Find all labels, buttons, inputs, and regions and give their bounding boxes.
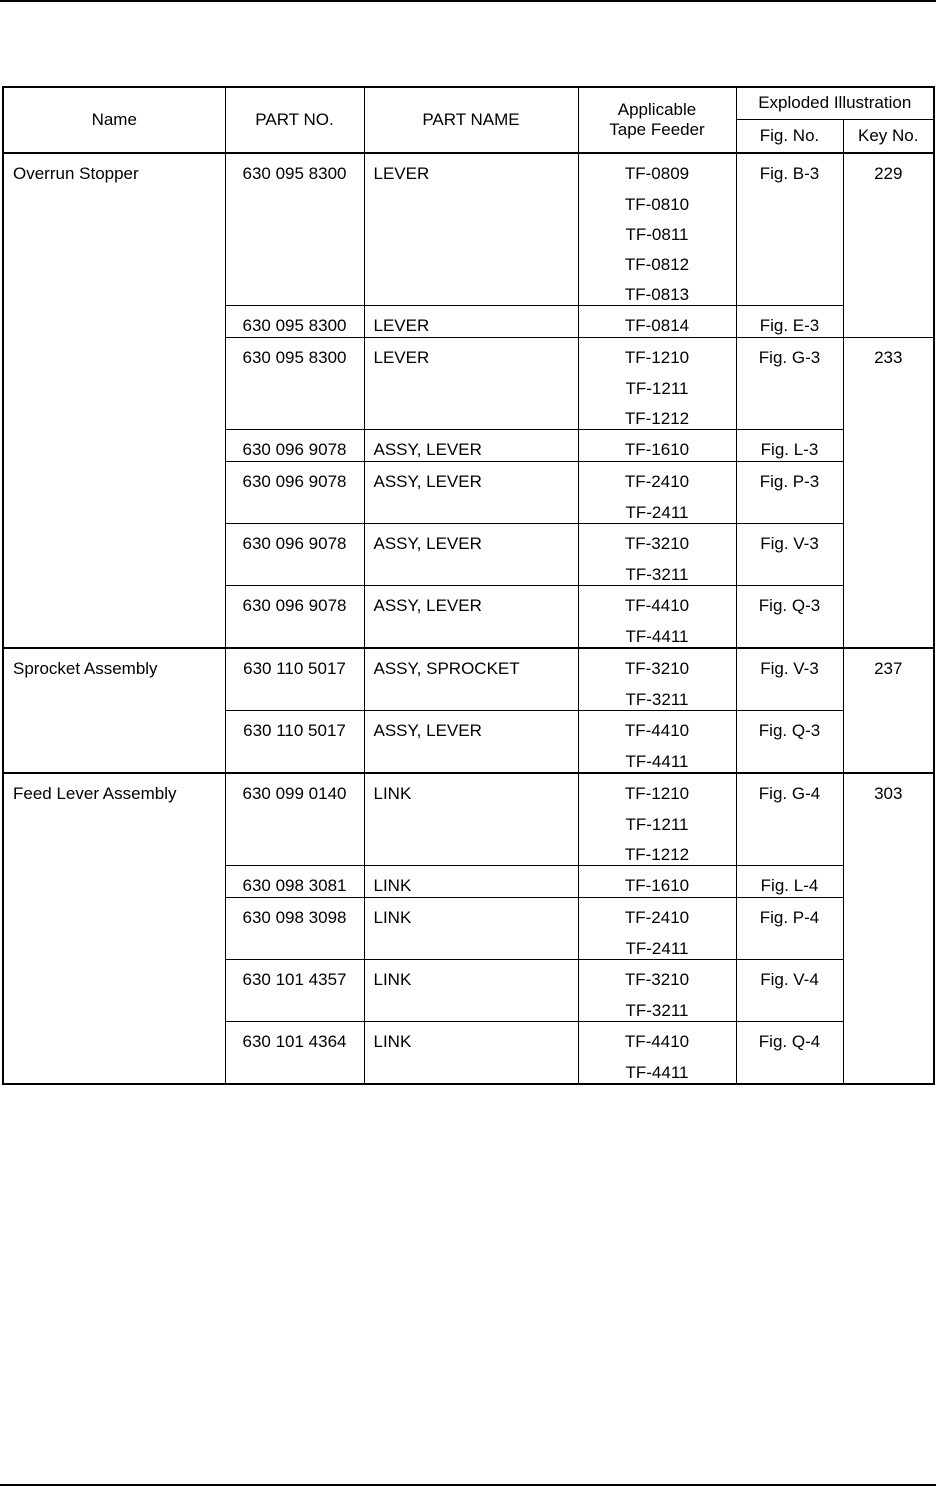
tape-feeder: TF-1610 [624, 876, 690, 895]
group-name-text: Sprocket Assembly [13, 659, 158, 678]
part-no: 630 096 9078 [242, 472, 347, 491]
part-name-cell [364, 586, 578, 649]
tape-feeder: TF-4410 [624, 721, 690, 740]
tape-feeder: TF-1212 [624, 409, 690, 428]
feeder-cell [578, 153, 736, 306]
feeder-cell [578, 648, 736, 711]
group-name [3, 153, 225, 648]
fig-no-cell [736, 711, 843, 774]
part-no-cell [225, 153, 364, 306]
tape-feeder: TF-0809 [624, 164, 690, 183]
part-no: 630 095 8300 [242, 316, 347, 335]
part-name-cell [364, 462, 578, 524]
key-no-cell [843, 773, 934, 1084]
applicable-line-1: Applicable [617, 100, 697, 119]
part-name-cell [364, 430, 578, 462]
table-row [3, 773, 934, 866]
part-no-cell [225, 306, 364, 338]
part-no: 630 098 3098 [242, 908, 347, 927]
key-no-cell [843, 338, 934, 649]
part-no: 630 101 4364 [242, 1032, 347, 1051]
part-no-cell [225, 1022, 364, 1085]
tape-feeder: TF-3211 [625, 690, 689, 709]
part-name: LINK [373, 1032, 412, 1051]
fig-no: Fig. V-3 [760, 534, 819, 553]
tape-feeder: TF-0814 [624, 316, 690, 335]
fig-no: Fig. Q-3 [758, 721, 821, 740]
col-header-part-name: PART NAME [364, 87, 578, 153]
feeder-cell [578, 711, 736, 774]
key-no: 237 [874, 659, 903, 678]
fig-no: Fig. V-3 [760, 659, 819, 678]
fig-no-cell [736, 866, 843, 898]
tape-feeder: TF-0810 [624, 195, 690, 214]
part-no-cell [225, 960, 364, 1022]
part-no-cell [225, 648, 364, 711]
feeder-cell [578, 306, 736, 338]
tape-feeder: TF-0813 [624, 285, 690, 304]
fig-no-cell [736, 586, 843, 649]
fig-no-cell [736, 306, 843, 338]
bottom-rule [0, 1484, 936, 1486]
fig-no-cell [736, 1022, 843, 1085]
fig-no: Fig. G-4 [758, 784, 821, 803]
feeder-cell [578, 773, 736, 866]
feeder-cell [578, 462, 736, 524]
key-no: 233 [874, 348, 903, 367]
tape-feeder: TF-2410 [624, 908, 690, 927]
tape-feeder: TF-3210 [624, 970, 690, 989]
tape-feeder: TF-4410 [624, 1032, 690, 1051]
col-header-applicable [578, 87, 736, 153]
group-name-text: Feed Lever Assembly [13, 784, 177, 803]
part-no: 630 096 9078 [242, 440, 347, 459]
part-name: ASSY, LEVER [373, 440, 482, 459]
tape-feeder: TF-1210 [624, 784, 690, 803]
part-no-cell [225, 898, 364, 960]
group-name [3, 773, 225, 1084]
fig-no: Fig. G-3 [758, 348, 821, 367]
part-no-cell [225, 338, 364, 430]
part-name-cell [364, 524, 578, 586]
feeder-cell [578, 430, 736, 462]
fig-no-cell [736, 524, 843, 586]
table-row [3, 153, 934, 306]
tape-feeder: TF-4410 [624, 596, 690, 615]
fig-no: Fig. Q-4 [758, 1032, 821, 1051]
part-no: 630 096 9078 [242, 596, 347, 615]
part-name: LINK [373, 908, 412, 927]
fig-no-cell [736, 773, 843, 866]
fig-no: Fig. P-4 [759, 908, 820, 927]
part-name: ASSY, LEVER [373, 534, 482, 553]
part-no: 630 110 5017 [243, 659, 346, 678]
part-name: ASSY, LEVER [373, 472, 482, 491]
fig-no-cell [736, 648, 843, 711]
part-name-cell [364, 306, 578, 338]
tape-feeder: TF-0811 [625, 225, 689, 244]
fig-no: Fig. V-4 [760, 970, 819, 989]
parts-table [2, 86, 935, 1085]
tape-feeder: TF-4411 [625, 752, 689, 771]
part-name: ASSY, SPROCKET [373, 659, 520, 678]
feeder-cell [578, 524, 736, 586]
part-no: 630 098 3081 [242, 876, 347, 895]
fig-no-cell [736, 960, 843, 1022]
tape-feeder: TF-2411 [625, 503, 689, 522]
part-no: 630 096 9078 [242, 534, 347, 553]
part-name: LEVER [373, 164, 430, 183]
part-no-cell [225, 430, 364, 462]
part-no-cell [225, 773, 364, 866]
tape-feeder: TF-0812 [624, 255, 690, 274]
group-name [3, 648, 225, 773]
key-no-cell [843, 153, 934, 338]
part-name: LINK [373, 970, 412, 989]
col-header-exploded: Exploded Illustration [736, 87, 934, 119]
tape-feeder: TF-1610 [624, 440, 690, 459]
col-header-fig-no: Fig. No. [736, 119, 843, 153]
tape-feeder: TF-1210 [624, 348, 690, 367]
top-rule [0, 0, 936, 2]
part-name-cell [364, 773, 578, 866]
tape-feeder: TF-4411 [625, 1063, 689, 1082]
feeder-cell [578, 960, 736, 1022]
fig-no: Fig. E-3 [759, 316, 820, 335]
fig-no: Fig. Q-3 [758, 596, 821, 615]
tape-feeder: TF-1212 [624, 845, 690, 864]
part-name: LEVER [373, 348, 430, 367]
tape-feeder: TF-3210 [624, 659, 690, 678]
tape-feeder: TF-2411 [625, 939, 689, 958]
part-no-cell [225, 866, 364, 898]
fig-no: Fig. P-3 [759, 472, 820, 491]
fig-no: Fig. B-3 [759, 164, 820, 183]
part-name: ASSY, LEVER [373, 596, 482, 615]
col-header-part-no: PART NO. [225, 87, 364, 153]
feeder-cell [578, 586, 736, 649]
part-no-cell [225, 462, 364, 524]
part-name-cell [364, 153, 578, 306]
key-no: 303 [874, 784, 903, 803]
key-no-cell [843, 648, 934, 773]
fig-no: Fig. L-4 [760, 876, 819, 895]
fig-no: Fig. L-3 [760, 440, 819, 459]
tape-feeder: TF-1211 [625, 815, 689, 834]
tape-feeder: TF-3211 [625, 1001, 689, 1020]
part-no: 630 099 0140 [242, 784, 347, 803]
part-no: 630 101 4357 [242, 970, 347, 989]
tape-feeder: TF-1211 [625, 379, 689, 398]
parts-table-body [3, 153, 934, 1084]
fig-no-cell [736, 898, 843, 960]
tape-feeder: TF-2410 [624, 472, 690, 491]
part-no: 630 095 8300 [242, 164, 347, 183]
tape-feeder: TF-4411 [625, 627, 689, 646]
part-no-cell [225, 711, 364, 774]
fig-no-cell [736, 338, 843, 430]
part-no-cell [225, 586, 364, 649]
part-no-cell [225, 524, 364, 586]
feeder-cell [578, 898, 736, 960]
part-name-cell [364, 711, 578, 774]
part-name-cell [364, 1022, 578, 1085]
part-name-cell [364, 898, 578, 960]
part-name: LINK [373, 784, 412, 803]
table-row [3, 648, 934, 711]
fig-no-cell [736, 430, 843, 462]
part-name: LINK [373, 876, 412, 895]
part-name: LEVER [373, 316, 430, 335]
col-header-key-no: Key No. [843, 119, 934, 153]
feeder-cell [578, 1022, 736, 1085]
part-name-cell [364, 960, 578, 1022]
part-no: 630 095 8300 [242, 348, 347, 367]
part-no: 630 110 5017 [243, 721, 346, 740]
part-name-cell [364, 338, 578, 430]
group-name-text: Overrun Stopper [13, 164, 139, 183]
fig-no-cell [736, 462, 843, 524]
tape-feeder: TF-3210 [624, 534, 690, 553]
feeder-cell [578, 866, 736, 898]
part-name: ASSY, LEVER [373, 721, 482, 740]
part-name-cell [364, 866, 578, 898]
part-name-cell [364, 648, 578, 711]
fig-no-cell [736, 153, 843, 306]
tape-feeder: TF-3211 [625, 565, 689, 584]
key-no: 229 [874, 164, 903, 183]
col-header-name: Name [3, 87, 225, 153]
applicable-line-2: Tape Feeder [609, 120, 705, 139]
feeder-cell [578, 338, 736, 430]
